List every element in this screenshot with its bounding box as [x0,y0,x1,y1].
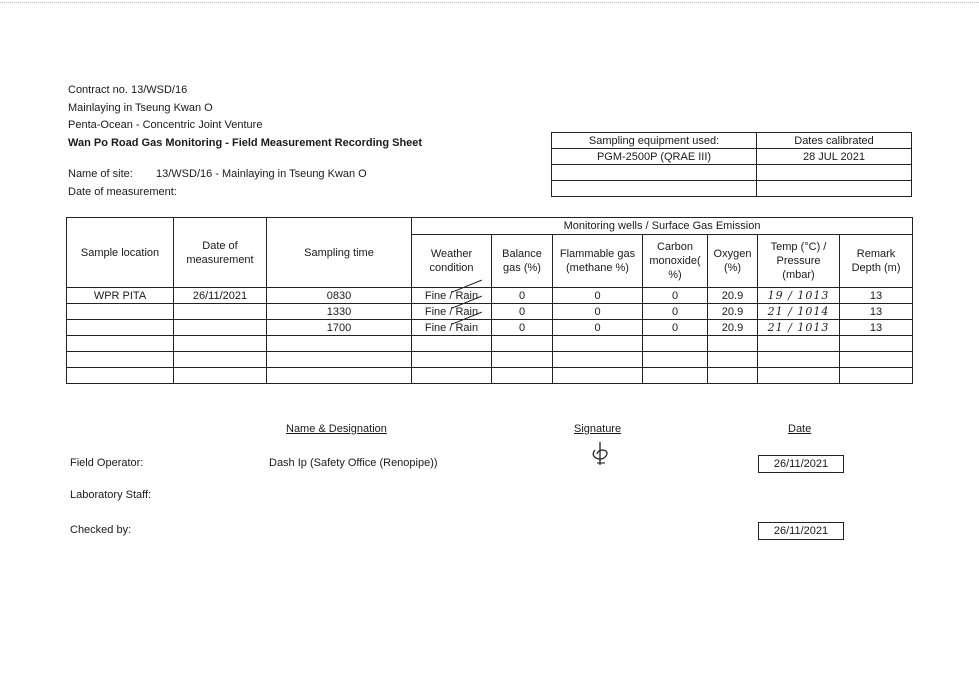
cell-oxygen [708,352,758,368]
cell-remark: 13 [840,304,913,320]
cell-location: WPR PITA [67,288,174,304]
calibration-cell: 28 JUL 2021 [757,149,912,165]
cell-date [174,304,267,320]
col-temp-pressure: Temp (°C) / Pressure (mbar) [758,235,840,288]
cell-remark [840,368,913,384]
equipment-row [552,181,912,197]
site-name-label: Name of site: [68,168,133,180]
measurement-date-label: Date of measurement: [68,185,177,198]
calibration-header: Dates calibrated [757,133,912,149]
cell-location [67,336,174,352]
cell-flammable: 0 [553,320,643,336]
checked-by-date: 26/11/2021 [758,522,844,540]
cell-weather [412,368,492,384]
cell-remark [840,336,913,352]
field-operator-label: Field Operator: [70,457,144,469]
equipment-cell [552,165,757,181]
cell-time [267,368,412,384]
table-row [67,288,913,304]
cell-balance [492,336,553,352]
cell-oxygen: 20.9 [708,320,758,336]
signature-header: Signature [574,423,622,435]
calibration-cell [757,165,912,181]
cell-temp-pressure: 21 / 1013 [758,320,840,336]
cell-time [267,352,412,368]
col-sampling-time: Sampling time [267,218,412,288]
cell-balance [492,352,553,368]
equipment-table [551,132,912,197]
cell-temp-pressure [758,368,840,384]
cell-remark: 13 [840,320,913,336]
cell-co [643,368,708,384]
name-designation-header: Name & Designation [286,423,387,435]
cell-time [267,336,412,352]
table-row [67,336,913,352]
cell-temp-pressure [758,352,840,368]
contract-number: Contract no. 13/WSD/16 [68,84,188,96]
checked-by-label: Checked by: [70,524,132,536]
cell-flammable: 0 [553,304,643,320]
equipment-row [552,165,912,181]
cell-co: 0 [643,304,708,320]
cell-balance [492,368,553,384]
field-operator-date: 26/11/2021 [758,455,844,473]
site-info [68,166,367,201]
equipment-row [552,149,912,165]
cell-oxygen [708,336,758,352]
cell-date [174,368,267,384]
cell-location [67,368,174,384]
cell-weather [412,336,492,352]
site-name-value: 13/WSD/16 - Mainlaying in Tseung Kwan O [156,168,367,180]
cell-oxygen: 20.9 [708,288,758,304]
cell-time: 0830 [267,288,412,304]
group-header-monitoring: Monitoring wells / Surface Gas Emission [412,218,913,235]
cell-temp-pressure: 19 / 1013 [758,288,840,304]
cell-remark [840,352,913,368]
cell-co: 0 [643,288,708,304]
cell-oxygen [708,368,758,384]
equipment-cell: PGM-2500P (QRAE III) [552,149,757,165]
cell-flammable [553,336,643,352]
equipment-cell [552,181,757,197]
document-header [68,82,422,152]
cell-date: 26/11/2021 [174,288,267,304]
cell-co [643,336,708,352]
cell-co: 0 [643,320,708,336]
cell-date [174,352,267,368]
laboratory-staff-label: Laboratory Staff: [70,489,152,501]
col-carbon-monoxide: Carbon monoxide( %) [643,235,708,288]
table-row [67,352,913,368]
col-weather: Weather condition [412,235,492,288]
scan-edge-artifact [0,2,979,4]
weather-value: Fine / Rain [424,321,479,334]
col-date-of-measurement: Date of measurement [174,218,267,288]
table-row [67,304,913,320]
cell-remark: 13 [840,288,913,304]
col-balance-gas: Balance gas (%) [492,235,553,288]
cell-co [643,352,708,368]
cell-location [67,304,174,320]
field-operator-name: Dash Ip (Safety Office (Renopipe)) [269,457,438,469]
contractor-name: Penta-Ocean - Concentric Joint Venture [68,119,263,131]
sheet-title: Wan Po Road Gas Monitoring - Field Measurement Recording Sheet [68,136,423,149]
cell-time: 1700 [267,320,412,336]
col-flammable-gas: Flammable gas (methane %) [553,235,643,288]
cell-balance: 0 [492,320,553,336]
cell-location [67,352,174,368]
weather-value: Fine / Rain [424,305,479,318]
equipment-header: Sampling equipment used: [552,133,757,149]
cell-temp-pressure: 21 / 1014 [758,304,840,320]
cell-flammable [553,352,643,368]
cell-weather [412,320,492,336]
calibration-cell [757,181,912,197]
project-name: Mainlaying in Tseung Kwan O [68,101,213,114]
table-row [67,368,913,384]
cell-weather [412,352,492,368]
date-header: Date [788,423,812,435]
cell-location [67,320,174,336]
measurement-table [66,217,913,384]
cell-temp-pressure [758,336,840,352]
cell-balance: 0 [492,304,553,320]
col-sample-location: Sample location [67,218,174,288]
cell-date [174,320,267,336]
cell-flammable: 0 [553,288,643,304]
cell-balance: 0 [492,288,553,304]
col-oxygen: Oxygen (%) [708,235,758,288]
table-row [67,320,913,336]
cell-oxygen: 20.9 [708,304,758,320]
weather-value: Fine / Rain [424,289,479,302]
cell-time: 1330 [267,304,412,320]
handwritten-signature [588,441,614,467]
col-remark-depth: Remark Depth (m) [840,235,913,288]
cell-flammable [553,368,643,384]
cell-date [174,336,267,352]
